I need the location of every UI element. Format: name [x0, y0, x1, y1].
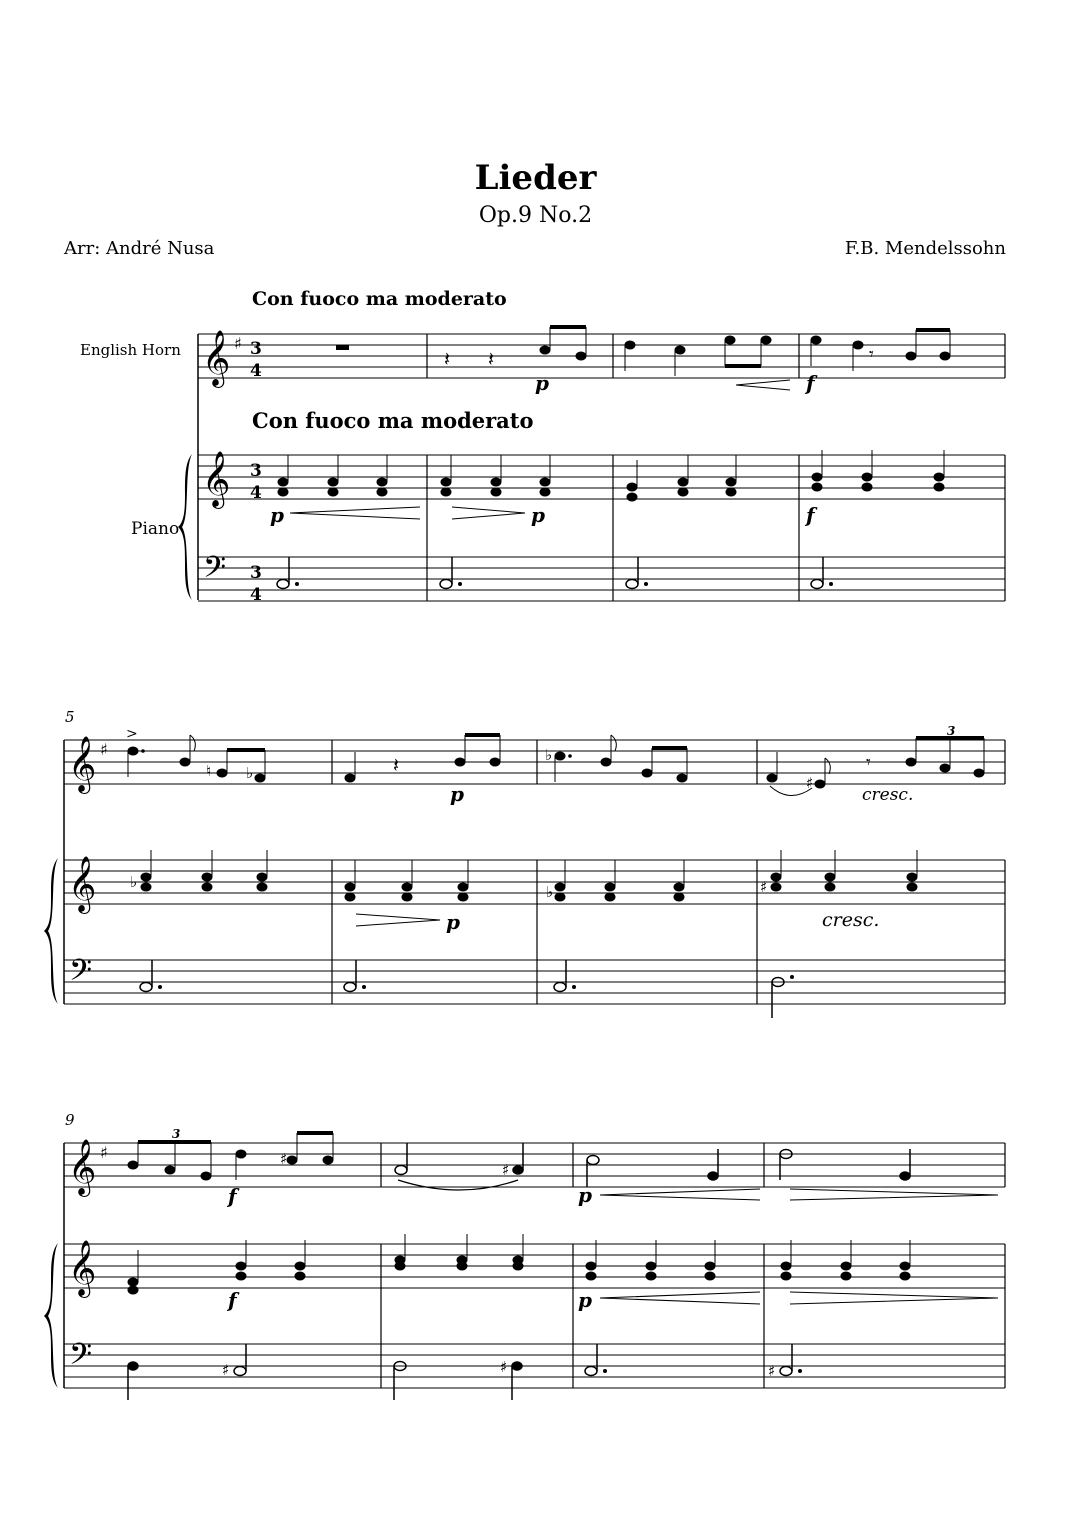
quarter-rest-icon: 𝄽 [444, 347, 451, 371]
notes-m9 [128, 1131, 333, 1180]
triplet-marking: 3 [947, 724, 956, 738]
piano-chords-system-3 [128, 1234, 910, 1294]
treble-clef-icon: 𝄞 [68, 1240, 97, 1296]
eighth-notes [540, 325, 586, 360]
svg-text:♯: ♯ [502, 1161, 510, 1179]
staff-piano-treble [64, 1244, 1005, 1288]
score-subtitle: Op.9 No.2 [478, 203, 593, 228]
crescendo-hairpin [736, 380, 790, 390]
treble-clef-icon: 𝄞 [202, 330, 231, 386]
system-2 [44, 708, 1005, 1018]
svg-text:♯: ♯ [806, 774, 814, 792]
barlines-system-2 [332, 740, 1005, 1004]
notes-m7 [545, 735, 687, 782]
bass-clef-icon: 𝄢 [69, 1338, 93, 1379]
dynamic-marking: p [535, 371, 549, 395]
crescendo-hairpin [290, 507, 420, 519]
notes-m5 [126, 726, 265, 782]
diminuendo-hairpin [790, 1292, 998, 1304]
dynamic-marking: f [806, 503, 815, 527]
piano-chords-system-1 [278, 450, 944, 501]
quarter-rest-icon: 𝄽 [488, 347, 495, 371]
system-1 [80, 288, 1005, 605]
diminuendo-hairpin [452, 507, 525, 519]
svg-text:♯: ♯ [222, 1361, 230, 1379]
piano-brace [44, 858, 58, 1004]
bass-notes-system-3 [128, 1344, 792, 1400]
svg-text:♭: ♭ [546, 883, 554, 901]
svg-text:4: 4 [250, 361, 262, 381]
arranger-credit: Arr: André Nusa [64, 238, 215, 259]
staff-piano-treble [64, 860, 1005, 904]
svg-text:𝄾: 𝄾 [866, 752, 871, 773]
dynamic-marking: p [446, 910, 460, 934]
bass-clef-icon: 𝄢 [69, 954, 93, 995]
instrument-label-piano: Piano [131, 519, 180, 539]
diminuendo-hairpin [356, 914, 440, 926]
svg-text:♮: ♮ [206, 762, 212, 780]
system-3 [44, 1111, 1005, 1400]
time-signature [250, 339, 262, 605]
dynamic-marking: f [806, 371, 815, 395]
staff-piano-treble [198, 455, 1005, 499]
treble-clef-icon: 𝄞 [68, 1139, 97, 1195]
triplet-marking: 3 [172, 1127, 181, 1141]
dynamic-marking: p [531, 503, 545, 527]
crescendo-hairpin [600, 1189, 760, 1200]
whole-rest [336, 345, 349, 350]
dynamic-marking: p [450, 782, 464, 806]
svg-text:4: 4 [250, 585, 262, 605]
piano-brace [178, 454, 192, 600]
dynamic-marking: p [270, 503, 284, 527]
dynamic-marking: p [578, 1183, 592, 1207]
staff-piano-bass [64, 1344, 1005, 1388]
svg-text:>: > [126, 726, 138, 742]
svg-text:4: 4 [250, 483, 262, 503]
sharp-key-signature-icon: ♯ [100, 1143, 108, 1162]
cresc-marking: cresc. [822, 909, 880, 931]
bass-notes-system-1 [277, 557, 823, 589]
augmentation-dots [295, 582, 833, 586]
measure-number: 9 [65, 1111, 75, 1129]
tempo-marking-solo: Con fuoco ma moderato [252, 288, 507, 310]
bass-clef-icon: 𝄢 [203, 551, 227, 592]
score-title: Lieder [474, 158, 597, 198]
dynamic-marking: p [578, 1288, 592, 1312]
staff-piano-bass [198, 557, 1005, 601]
staff-english-horn [198, 334, 1005, 378]
piano-brace [44, 1243, 58, 1388]
sharp-key-signature-icon: ♯ [234, 334, 242, 353]
crescendo-hairpin [600, 1292, 760, 1304]
treble-clef-icon: 𝄞 [68, 736, 97, 792]
svg-text:♭: ♭ [246, 764, 254, 782]
treble-clef-icon: 𝄞 [202, 451, 231, 507]
composer-credit: F.B. Mendelssohn [844, 238, 1006, 259]
sharp-key-signature-icon: ♯ [100, 740, 108, 759]
treble-clef-icon: 𝄞 [68, 856, 97, 912]
staff-piano-bass [64, 960, 1005, 1004]
diminuendo-hairpin [790, 1189, 998, 1200]
dynamic-marking: f [228, 1288, 237, 1312]
svg-text:𝄽: 𝄽 [393, 753, 400, 777]
notes-m11 [587, 1149, 718, 1187]
svg-text:♯: ♯ [500, 1358, 508, 1376]
svg-text:♯: ♯ [280, 1150, 288, 1168]
tempo-marking-piano: Con fuoco ma moderato [252, 408, 534, 433]
svg-text:3: 3 [250, 461, 262, 481]
notes-m10 [395, 1143, 523, 1190]
dynamic-marking: f [228, 1184, 237, 1208]
barlines-system-1 [427, 334, 1005, 601]
cresc-marking: cresc. [862, 785, 914, 805]
svg-text:♯: ♯ [760, 878, 768, 896]
svg-text:♭: ♭ [130, 873, 138, 891]
svg-text:𝄾: 𝄾 [869, 344, 874, 365]
measure-number: 5 [65, 708, 75, 726]
svg-text:♯: ♯ [768, 1362, 776, 1380]
svg-text:3: 3 [250, 339, 262, 359]
bass-notes-system-2 [140, 960, 784, 1018]
instrument-label-english-horn: English Horn [80, 341, 181, 359]
svg-text:3: 3 [250, 563, 262, 583]
svg-text:♭: ♭ [545, 746, 553, 764]
